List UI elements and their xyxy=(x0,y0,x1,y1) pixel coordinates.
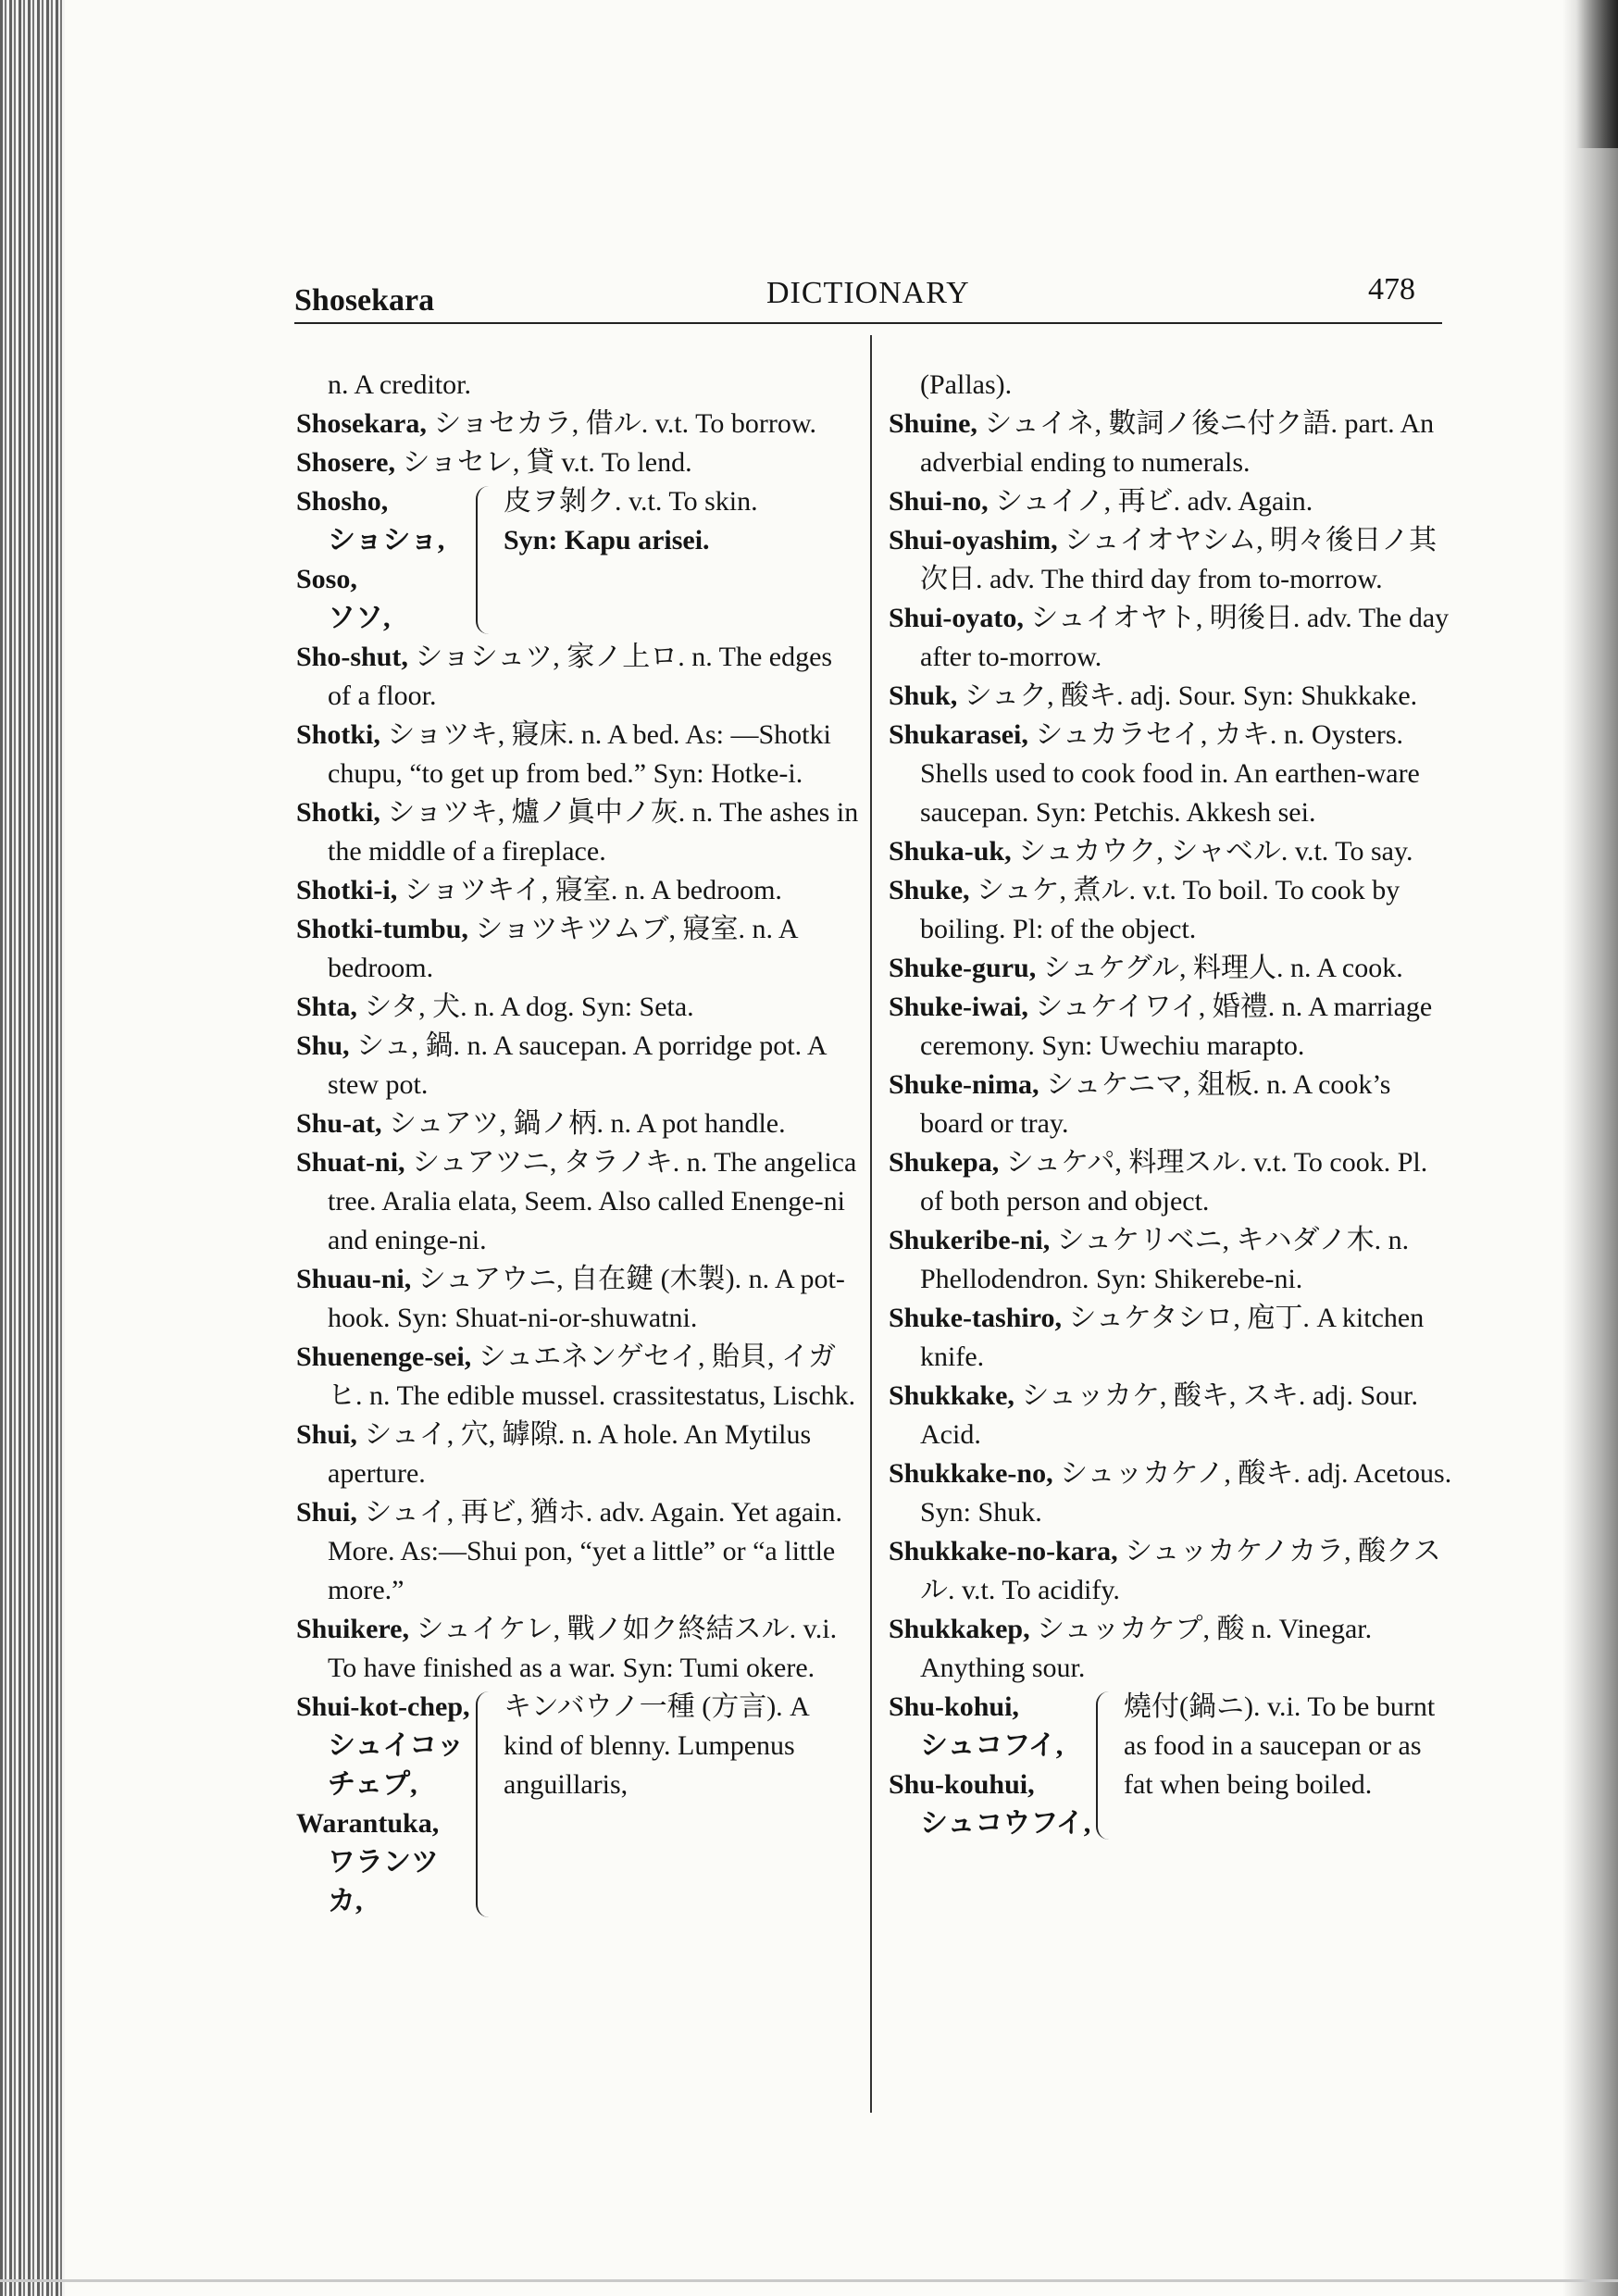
dictionary-entry xyxy=(889,1221,1453,1299)
dictionary-entry xyxy=(296,1338,861,1416)
grouped-headword: シュコフイ, xyxy=(920,1730,1064,1761)
dictionary-entry xyxy=(296,405,861,443)
entry-headword: Shu, xyxy=(296,1030,350,1061)
scan-edge-right-shadow xyxy=(1576,0,1618,148)
entry-headword: Shotki-i, xyxy=(296,875,398,905)
entry-headword: Shuke-guru, xyxy=(889,953,1037,983)
entry-continuation: n. A creditor. xyxy=(328,369,471,400)
dictionary-entry xyxy=(889,949,1453,988)
entry-headword: Shuikere, xyxy=(296,1614,409,1644)
dictionary-entry xyxy=(296,1104,861,1143)
grouped-headword: ショショ, xyxy=(328,525,445,555)
grouped-headwords xyxy=(296,1688,472,1921)
grouped-definition-line: 燒付(鍋ニ). v.i. To be burnt as food in a saucepan or as fat when being boiled. xyxy=(1124,1691,1436,1800)
entry-definition: ショセレ, 貸 v.t. To lend. xyxy=(394,447,692,478)
dictionary-entry xyxy=(889,1532,1453,1610)
grouped-headword: Shui-kot-chep, xyxy=(296,1691,470,1722)
dictionary-entry xyxy=(889,677,1453,716)
page-number: 478 xyxy=(1368,272,1415,306)
entry-headword: Shotki, xyxy=(296,719,380,750)
dictionary-entry xyxy=(889,1066,1453,1143)
dictionary-entry xyxy=(296,443,861,482)
entry-definition: ショツキ, 爐ノ眞中ノ灰. n. The ashes in the middle of a fireplace. xyxy=(328,797,859,867)
dictionary-entry xyxy=(889,716,1453,832)
dictionary-entry xyxy=(296,1610,861,1688)
grouped-entry xyxy=(889,1688,1453,1843)
entry-definition: シュイオヤト, 明後日. adv. The day after to-morrow. xyxy=(920,603,1450,672)
entry-headword: Sho-shut, xyxy=(296,642,408,672)
grouped-definition-line: Syn: Kapu arisei. xyxy=(504,525,710,555)
entry-headword: Shta, xyxy=(296,992,357,1022)
entry-headword: Shuka-uk, xyxy=(889,836,1012,867)
grouping-brace xyxy=(1096,1691,1114,1840)
dictionary-entry xyxy=(889,405,1453,482)
entry-definition: シュッカケノカラ, 酸クスル. v.t. To acidify. xyxy=(920,1536,1441,1605)
entry-headword: Shui-oyato, xyxy=(889,603,1024,633)
dictionary-entry xyxy=(296,716,861,793)
dictionary-entry xyxy=(889,521,1453,599)
entry-headword: Shukeribe-ni, xyxy=(889,1225,1051,1255)
entry-definition: シュイ, 再ビ, 猶ホ. adv. Again. Yet again. More. As:—Shui pon, “yet a little” or “a little more.” xyxy=(328,1497,842,1605)
entry-definition: シュ, 鍋. n. A saucepan. A porridge pot. A stew pot. xyxy=(328,1030,826,1100)
grouped-entry xyxy=(296,1688,861,1921)
scan-bottom-edge xyxy=(0,2279,1618,2282)
entry-headword: Shosere, xyxy=(296,447,395,478)
entry-headword: Shui, xyxy=(296,1497,357,1528)
dictionary-entry xyxy=(296,1416,861,1493)
grouped-definition-line: キンバウノ一種 (方言). A kind of blenny. Lumpenus anguillaris, xyxy=(504,1691,809,1800)
entry-headword: Shukepa, xyxy=(889,1147,1000,1178)
dictionary-entry xyxy=(889,482,1453,521)
entry-definition: シュカウク, シャベル. v.t. To say. xyxy=(1011,836,1413,867)
dictionary-entry xyxy=(889,1143,1453,1221)
grouping-brace xyxy=(476,1691,494,1917)
header-rule xyxy=(294,322,1442,324)
entry-headword: Shukkake-no-kara, xyxy=(889,1536,1118,1566)
dictionary-entry xyxy=(296,1493,861,1610)
entry-headword: Shukkakep, xyxy=(889,1614,1030,1644)
entry-definition: シュカラセイ, カキ. n. Oysters. Shells used to cook food in. An earthen-ware saucepan. Syn: Petchis. Akkesh sei. xyxy=(920,719,1420,828)
entry-definition: シュケパ, 料理スル. v.t. To cook. Pl. of both person and object. xyxy=(920,1147,1428,1217)
entry-headword: Shui-oyashim, xyxy=(889,525,1058,555)
entry-headword: Shosekara, xyxy=(296,408,427,439)
grouped-headword: Shu-kouhui, xyxy=(889,1769,1035,1800)
dictionary-entry xyxy=(296,1027,861,1104)
dictionary-entry xyxy=(296,793,861,871)
grouping-brace xyxy=(476,486,494,634)
entry-definition: シタ, 犬. n. A dog. Syn: Seta. xyxy=(356,992,694,1022)
entry-definition: シュケグル, 料理人. n. A cook. xyxy=(1036,953,1403,983)
grouped-headword: Soso, xyxy=(296,564,357,594)
dictionary-entry xyxy=(296,871,861,910)
entry-headword: Shuk, xyxy=(889,680,958,711)
entry-definition: ショツキイ, 寢室. n. A bedroom. xyxy=(397,875,782,905)
left-column xyxy=(296,366,861,1921)
dictionary-entry xyxy=(889,988,1453,1066)
entry-definition: シュアツ, 鍋ノ柄. n. A pot handle. xyxy=(381,1108,786,1139)
entry-headword: Shui, xyxy=(296,1419,357,1450)
entry-definition: シュケリベニ, キハダノ木. n. Phellodendron. Syn: Shikerebe-ni. xyxy=(920,1225,1410,1294)
entry-headword: Shuke-tashiro, xyxy=(889,1303,1063,1333)
entry-headword: Shukkake-no, xyxy=(889,1458,1053,1489)
dictionary-entry xyxy=(296,910,861,988)
grouped-headword: Warantuka, xyxy=(296,1808,440,1839)
grouped-definition xyxy=(1124,1688,1453,1843)
running-headword: Shosekara xyxy=(294,283,435,318)
grouped-headwords xyxy=(296,482,472,638)
entry-headword: Shuine, xyxy=(889,408,977,439)
dictionary-entry xyxy=(889,871,1453,949)
column-divider xyxy=(870,335,872,2113)
entry-headword: Shukarasei, xyxy=(889,719,1028,750)
entry-continuation: (Pallas). xyxy=(920,369,1013,400)
entry-definition: シュイネ, 數詞ノ後ニ付ク語. part. An adverbial ending to numerals. xyxy=(920,408,1435,478)
entry-definition: シュッカケノ, 酸キ. adj. Acetous. Syn: Shuk. xyxy=(920,1458,1452,1528)
entry-definition: シュッカケ, 酸キ, スキ. adj. Sour. Acid. xyxy=(920,1380,1419,1450)
dictionary-entry xyxy=(889,832,1453,871)
dictionary-entry xyxy=(889,1377,1453,1454)
page-title: DICTIONARY xyxy=(766,276,970,310)
entry-definition: シュケタシロ, 庖丁. A kitchen knife. xyxy=(920,1303,1425,1372)
scan-edge-left xyxy=(0,0,65,2296)
right-column xyxy=(889,366,1453,1843)
entry-headword: Shu-at, xyxy=(296,1108,382,1139)
entry-definition: ショツキ, 寢床. n. A bed. As: —Shotki chupu, “to get up from bed.” Syn: Hotke-i. xyxy=(328,719,831,789)
entry-definition: シュケイワイ, 婚禮. n. A marriage ceremony. Syn: Uwechiu marapto. xyxy=(920,992,1433,1061)
entry-definition: シュイ, 穴, 罅隙. n. A hole. An Mytilus aperture. xyxy=(328,1419,812,1489)
dictionary-entry xyxy=(296,638,861,716)
dictionary-entry xyxy=(296,988,861,1027)
entry-headword: Shuenenge-sei, xyxy=(296,1341,472,1372)
entry-headword: Shotki, xyxy=(296,797,380,828)
grouped-headword: ソソ, xyxy=(328,603,391,633)
grouped-headword: シュイコッチェプ, xyxy=(328,1730,465,1800)
entry-definition: ショセカラ, 借ル. v.t. To borrow. xyxy=(426,408,817,439)
grouped-definition xyxy=(504,1688,861,1921)
entry-definition: シュイケレ, 戰ノ如ク終結スル. v.i. To have finished as a war. Syn: Tumi okere. xyxy=(328,1614,838,1683)
entry-definition: シュイオヤシム, 明々後日ノ其次日. adv. The third day from to-morrow. xyxy=(920,525,1438,594)
grouped-definition xyxy=(504,482,861,638)
grouped-entry xyxy=(296,482,861,638)
entry-headword: Shuke, xyxy=(889,875,970,905)
dictionary-entry xyxy=(889,1610,1453,1688)
running-head xyxy=(294,272,1442,322)
entry-headword: Shotki-tumbu, xyxy=(296,914,468,944)
entry-headword: Shuat-ni, xyxy=(296,1147,405,1178)
grouped-headword: ワランツカ, xyxy=(328,1847,439,1916)
grouped-headword: Shosho, xyxy=(296,486,389,517)
entry-definition: ショシュツ, 家ノ上ロ. n. The edges of a floor. xyxy=(328,642,833,711)
entry-definition: シュケ, 煮ル. v.t. To boil. To cook by boiling. Pl: of the object. xyxy=(920,875,1400,944)
entry-headword: Shuke-iwai, xyxy=(889,992,1028,1022)
dictionary-entry xyxy=(296,1260,861,1338)
grouped-headword: Shu-kohui, xyxy=(889,1691,1019,1722)
scan-edge-right xyxy=(1562,0,1618,2296)
grouped-definition-line: 皮ヲ剝ク. v.t. To skin. xyxy=(504,486,758,517)
entry-headword: Shuau-ni, xyxy=(296,1264,412,1294)
entry-definition: シュイノ, 再ビ. adv. Again. xyxy=(988,486,1313,517)
dictionary-entry xyxy=(889,1299,1453,1377)
entry-headword: Shuke-nima, xyxy=(889,1069,1039,1100)
entry-definition: シュッカケプ, 酸 n. Vinegar. Anything sour. xyxy=(920,1614,1373,1683)
dictionary-entry xyxy=(889,1454,1453,1532)
entry-definition: ショツキツムブ, 寢室. n. A bedroom. xyxy=(328,914,797,983)
dictionary-entry xyxy=(889,599,1453,677)
entry-definition: シュエネンゲセイ, 貽貝, イガヒ. n. The edible mussel. crassitestatus, Lischk. xyxy=(328,1341,856,1411)
entry-definition: シュク, 酸キ. adj. Sour. Syn: Shukkake. xyxy=(957,680,1418,711)
entry-definition: シュケニマ, 爼板. n. A cook’s board or tray. xyxy=(920,1069,1391,1139)
entry-definition: シュアツニ, タラノキ. n. The angelica tree. Aralia elata, Seem. Also called Enenge-ni and eninge-ni. xyxy=(328,1147,857,1255)
entry-headword: Shukkake, xyxy=(889,1380,1014,1411)
entry-headword: Shui-no, xyxy=(889,486,989,517)
dictionary-entry xyxy=(296,1143,861,1260)
grouped-headword: シュコウフイ, xyxy=(920,1808,1091,1839)
entry-definition: シュアウニ, 自在鍵 (木製). n. A pot-hook. Syn: Shuat-ni-or-shuwatni. xyxy=(328,1264,845,1333)
grouped-headwords xyxy=(889,1688,1092,1843)
